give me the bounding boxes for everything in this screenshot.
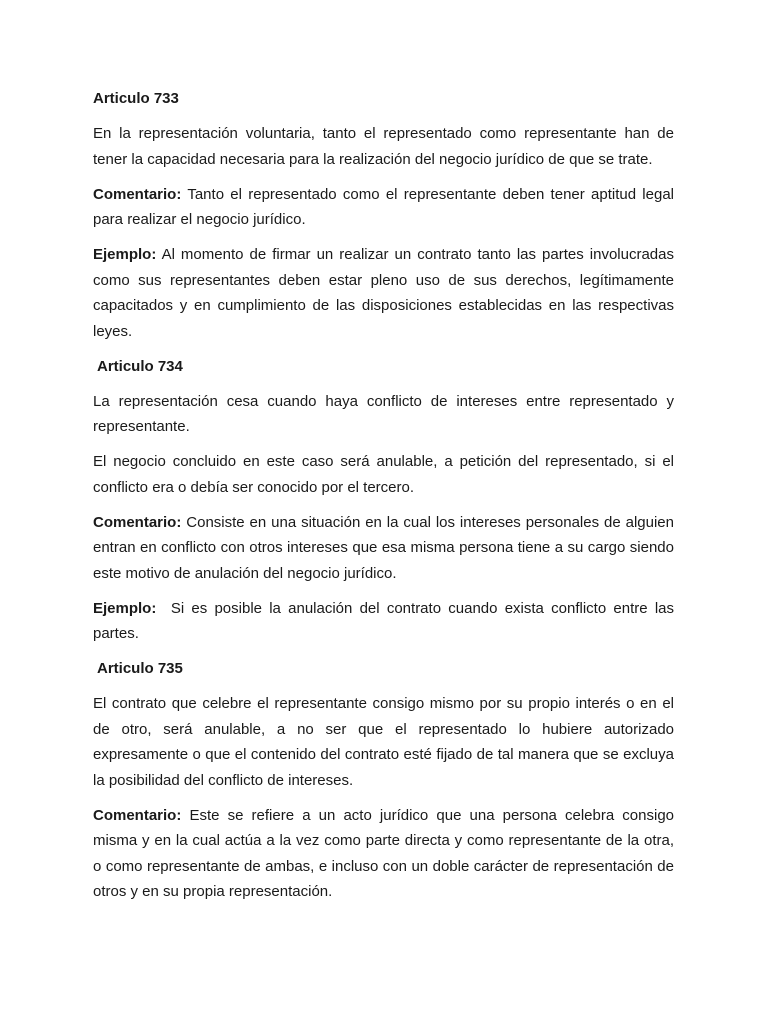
- comentario-text: Consiste en una situación en la cual los intereses personales de alguien entran en conflicto con otros intereses que esa misma persona tiene a su cargo siendo este motivo de anulación del negocio jurídico.: [93, 513, 674, 582]
- comentario-text: Tanto el representado como el representante deben tener aptitud legal para realizar el negocio jurídico.: [93, 185, 674, 228]
- article-text: En la representación voluntaria, tanto el representado como representante han de tener la capacidad necesaria para la realización del negocio jurídico de que se trate.: [93, 125, 674, 168]
- comentario-label: Comentario:: [93, 513, 182, 531]
- comentario-paragraph: [93, 803, 674, 905]
- article-heading: Articulo 733: [93, 90, 179, 107]
- comentario-label: Comentario:: [93, 806, 182, 824]
- ejemplo-text: Al momento de firmar un realizar un contrato tanto las partes involucradas como sus representantes deben estar pleno uso de sus derechos, legítimamente capacitados y en cumplimiento de las disposiciones establecidas en las respectivas leyes.: [93, 246, 674, 340]
- ejemplo-label: Ejemplo:: [93, 246, 157, 263]
- comentario-paragraph: [93, 182, 674, 233]
- comentario-paragraph: [93, 510, 674, 587]
- article-text: El negocio concluido en este caso será anulable, a petición del representado, si el conflicto era o debía ser conocido por el tercero.: [93, 453, 674, 496]
- comentario-text: Este se refiere a un acto jurídico que una persona celebra consigo misma y en la cual actúa a la vez como parte directa y como representante de la otra, o como representante de ambas, e incluso con un doble carácter de representación de otros y en su propia representación.: [93, 806, 675, 900]
- document-page: [93, 86, 674, 914]
- article-text: La representación cesa cuando haya conflicto de intereses entre representado y representante.: [93, 392, 674, 435]
- comentario-label: Comentario:: [93, 185, 182, 203]
- ejemplo-text: Si es posible la anulación del contrato cuando exista conflicto entre las partes.: [93, 599, 674, 642]
- article-heading: Articulo 735: [97, 660, 183, 677]
- ejemplo-paragraph: [93, 242, 674, 344]
- ejemplo-paragraph: [93, 596, 674, 647]
- ejemplo-label: Ejemplo:: [93, 599, 157, 617]
- article-text: El contrato que celebre el representante consigo mismo por su propio interés o en el de otro, será anulable, a no ser que el representado lo hubiere autorizado expresamente o que el contenido del contrato esté fijado de tal manera que se excluya la posibilidad del conflicto de intereses.: [93, 695, 674, 789]
- article-heading: Articulo 734: [97, 357, 183, 375]
